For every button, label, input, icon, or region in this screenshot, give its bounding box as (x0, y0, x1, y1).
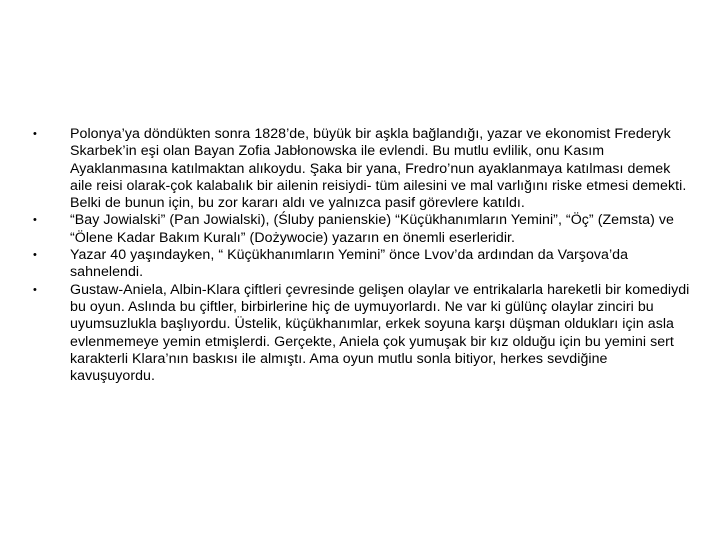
bullet-marker: • (33, 128, 37, 140)
bullet-marker: • (33, 283, 37, 296)
list-item (30, 282, 690, 386)
bullet-marker: • (33, 249, 37, 262)
list-item (30, 247, 690, 282)
bullet-text: “Bay Jowialski” (Pan Jowialski), (Śluby panienskie) “Küçükhanımların Yemini”, “Öç” (Zemsta) ve “Ölene Kadar Bakım Kuralı” (Dożywocie) yazarın en önemli eserleridir. (70, 212, 674, 246)
bullet-text: Yazar 40 yaşındayken, “ Küçükhanımların Yemini” önce Lvov’da ardından da Varşova’da sahnelendi. (70, 247, 629, 281)
bullet-list (30, 126, 690, 385)
bullet-text: Polonya’ya döndükten sonra 1828’de, büyük bir aşkla bağlandığı, yazar ve ekonomist Frederyk Skarbek’in eşi olan Bayan Zofia Jabłonowska ile evlendi. Bu mutlu evlilik, onu Kasım Ayaklanmasına katılmaktan alıkoydu. Şaka bir yana, Fredro’nun ayaklanmaya katılması demek aile reisi olarak-çok kalabalık bir ailenin reisiydi- tüm ailesini ve mal varlığını riske etmesi demekti. Belki de bunun için, bu zor kararı aldı ve yalnızca pasif görevlere katıldı. (70, 126, 687, 212)
bullet-marker: • (33, 214, 37, 227)
list-item (30, 212, 690, 247)
list-item (30, 126, 690, 212)
bullet-text: Gustaw-Aniela, Albin-Klara çiftleri çevresinde gelişen olaylar ve entrikalarla hareketli bir komediydi bu oyun. Aslında bu çiftler, birbirlerine hiç de uymuyorlardı. Ne var ki gülünç olaylar zinciri bu uyumsuzlukla başlıyordu. Üstelik, küçükhanımlar, erkek soyuna karşı düşman oldukları için asla evlenmemeye yemin etmişlerdi. Gerçekte, Aniela çok yumuşak bir kız olduğu için bu yemini sert karakterli Klara’nın baskısı ile almıştı. Ama oyun mutlu sonla bitiyor, herkes sevdiğine kavuşuyordu. (70, 281, 690, 385)
